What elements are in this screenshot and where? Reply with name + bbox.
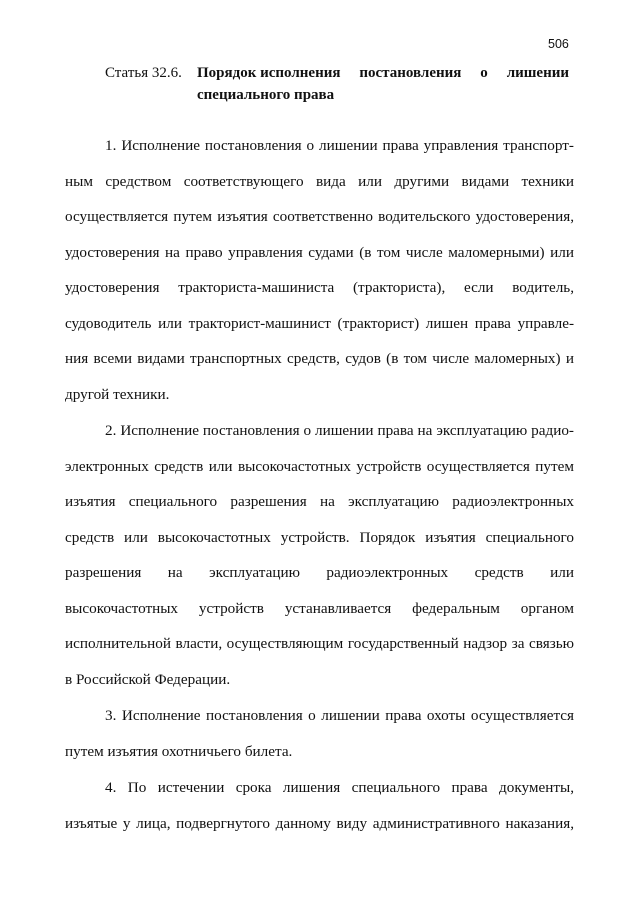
text-line: исполнительной власти, осуществляющим государственный надзор за связью [65,635,574,652]
text-line: в Российской Федерации. [65,670,231,688]
paragraph-4 [65,770,574,841]
text-line: ния всеми видами транспортных средств, судов (в том числе маломерных) и [65,350,574,367]
text-line: высокочастотных устройств устанавливается федеральным органом [65,599,574,617]
paragraph-3 [65,698,574,769]
text-line: осуществляется путем изъятия соответственно водительского удостоверения, [65,208,574,225]
text-line: удостоверения на право управления судами (в том числе маломерными) или [65,243,574,261]
article-title-line-2: специального права [197,87,335,103]
text-line: 4. По истечении срока лишения специального права документы, [105,779,574,796]
text-line: другой техники. [65,385,170,403]
text-line: удостоверения тракториста-машиниста (тракториста), если водитель, [65,279,574,296]
text-line: изъятые у лица, подвергнутого данному виду административного наказания, [65,814,574,832]
text-line: изъятия специального разрешения на эксплуатацию радиоэлектронных [65,493,574,510]
article-number: Статья 32.6. [105,65,182,81]
article-title [197,62,575,106]
paragraph-1 [65,128,574,412]
text-line: разрешения на эксплуатацию радиоэлектронных средств или [65,564,574,581]
text-line: судоводитель или тракторист-машинист (тракторист) лишен права управле- [65,314,574,332]
article-title-word: о [480,65,488,81]
article-title-word: постановления [359,65,462,81]
text-line: 1. Исполнение постановления о лишении права управления транспорт- [105,137,574,154]
text-line: электронных средств или высокочастотных устройств осуществляется путем [65,457,574,475]
paragraph-2 [65,413,574,697]
text-line: средств или высокочастотных устройств. Порядок изъятия специального [65,528,574,546]
text-line: путем изъятия охотничьего билета. [65,742,293,760]
article-title-word: лишении [506,65,569,81]
text-line: ным средством соответствующего вида или другими видами техники [65,172,574,190]
text-line: 2. Исполнение постановления о лишении права на эксплуатацию радио- [105,422,574,439]
article-title-line-1 [197,62,569,84]
article-title-word: Порядок исполнения [197,65,341,81]
article-body [65,128,574,841]
text-line: 3. Исполнение постановления о лишении права охоты осуществляется [105,707,574,724]
page-number: 506 [548,37,569,51]
